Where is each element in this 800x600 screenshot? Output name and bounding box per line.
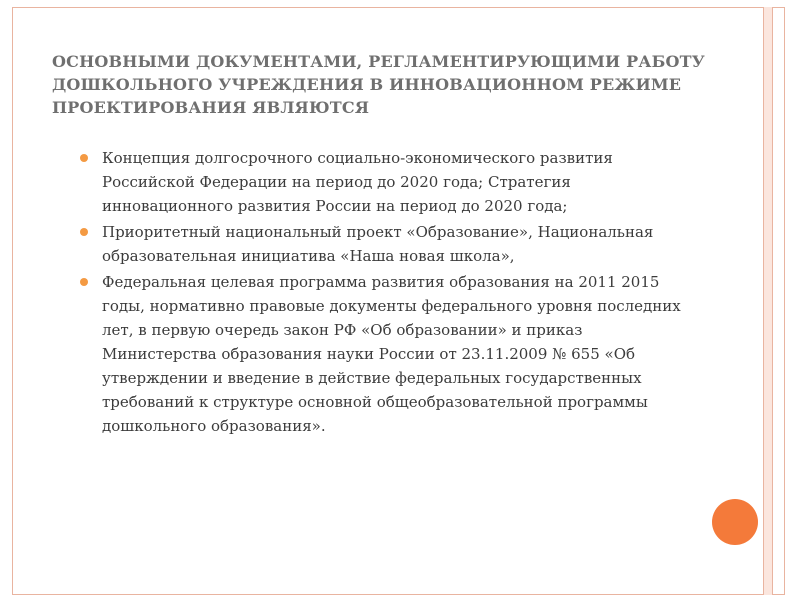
bullet-marker-icon — [80, 278, 88, 286]
slide-right-rail — [763, 7, 773, 595]
bullet-item — [80, 270, 690, 438]
slide-title: ОСНОВНЫМИ ДОКУМЕНТАМИ, РЕГЛАМЕНТИРУЮЩИМИ РАБОТУ ДОШКОЛЬНОГО УЧРЕЖДЕНИЯ В ИННОВАЦИОННОМ РЕЖИМЕ ПРОЕКТИРОВАНИЯ ЯВЛЯЮТСЯ — [52, 52, 705, 117]
bullet-marker-icon — [80, 154, 88, 162]
bullet-marker-icon — [80, 228, 88, 236]
bullet-item — [80, 220, 690, 268]
bullet-item — [80, 146, 690, 218]
bullet-text: Приоритетный национальный проект «Образование», Национальная образовательная инициатива «Наша новая школа», — [102, 223, 654, 265]
bullet-text: Федеральная целевая программа развития образования на 2011 2015 годы, нормативно правовые документы федерального уровня последних лет, в первую очередь закон РФ «Об образовании» и приказ Министерства образования науки России от 23.11.2009 № 655 «Об утверждении и введение в действие федеральных государственных требований к структуре основной общеобразовательной программы дошкольного образования». — [102, 273, 681, 435]
bullet-text: Концепция долгосрочного социально-экономического развития Российской Федерации на период до 2020 года; Стратегия инновационного развития России на период до 2020 года; — [102, 149, 613, 215]
orange-accent-circle — [712, 499, 758, 545]
bullet-list — [80, 146, 690, 440]
